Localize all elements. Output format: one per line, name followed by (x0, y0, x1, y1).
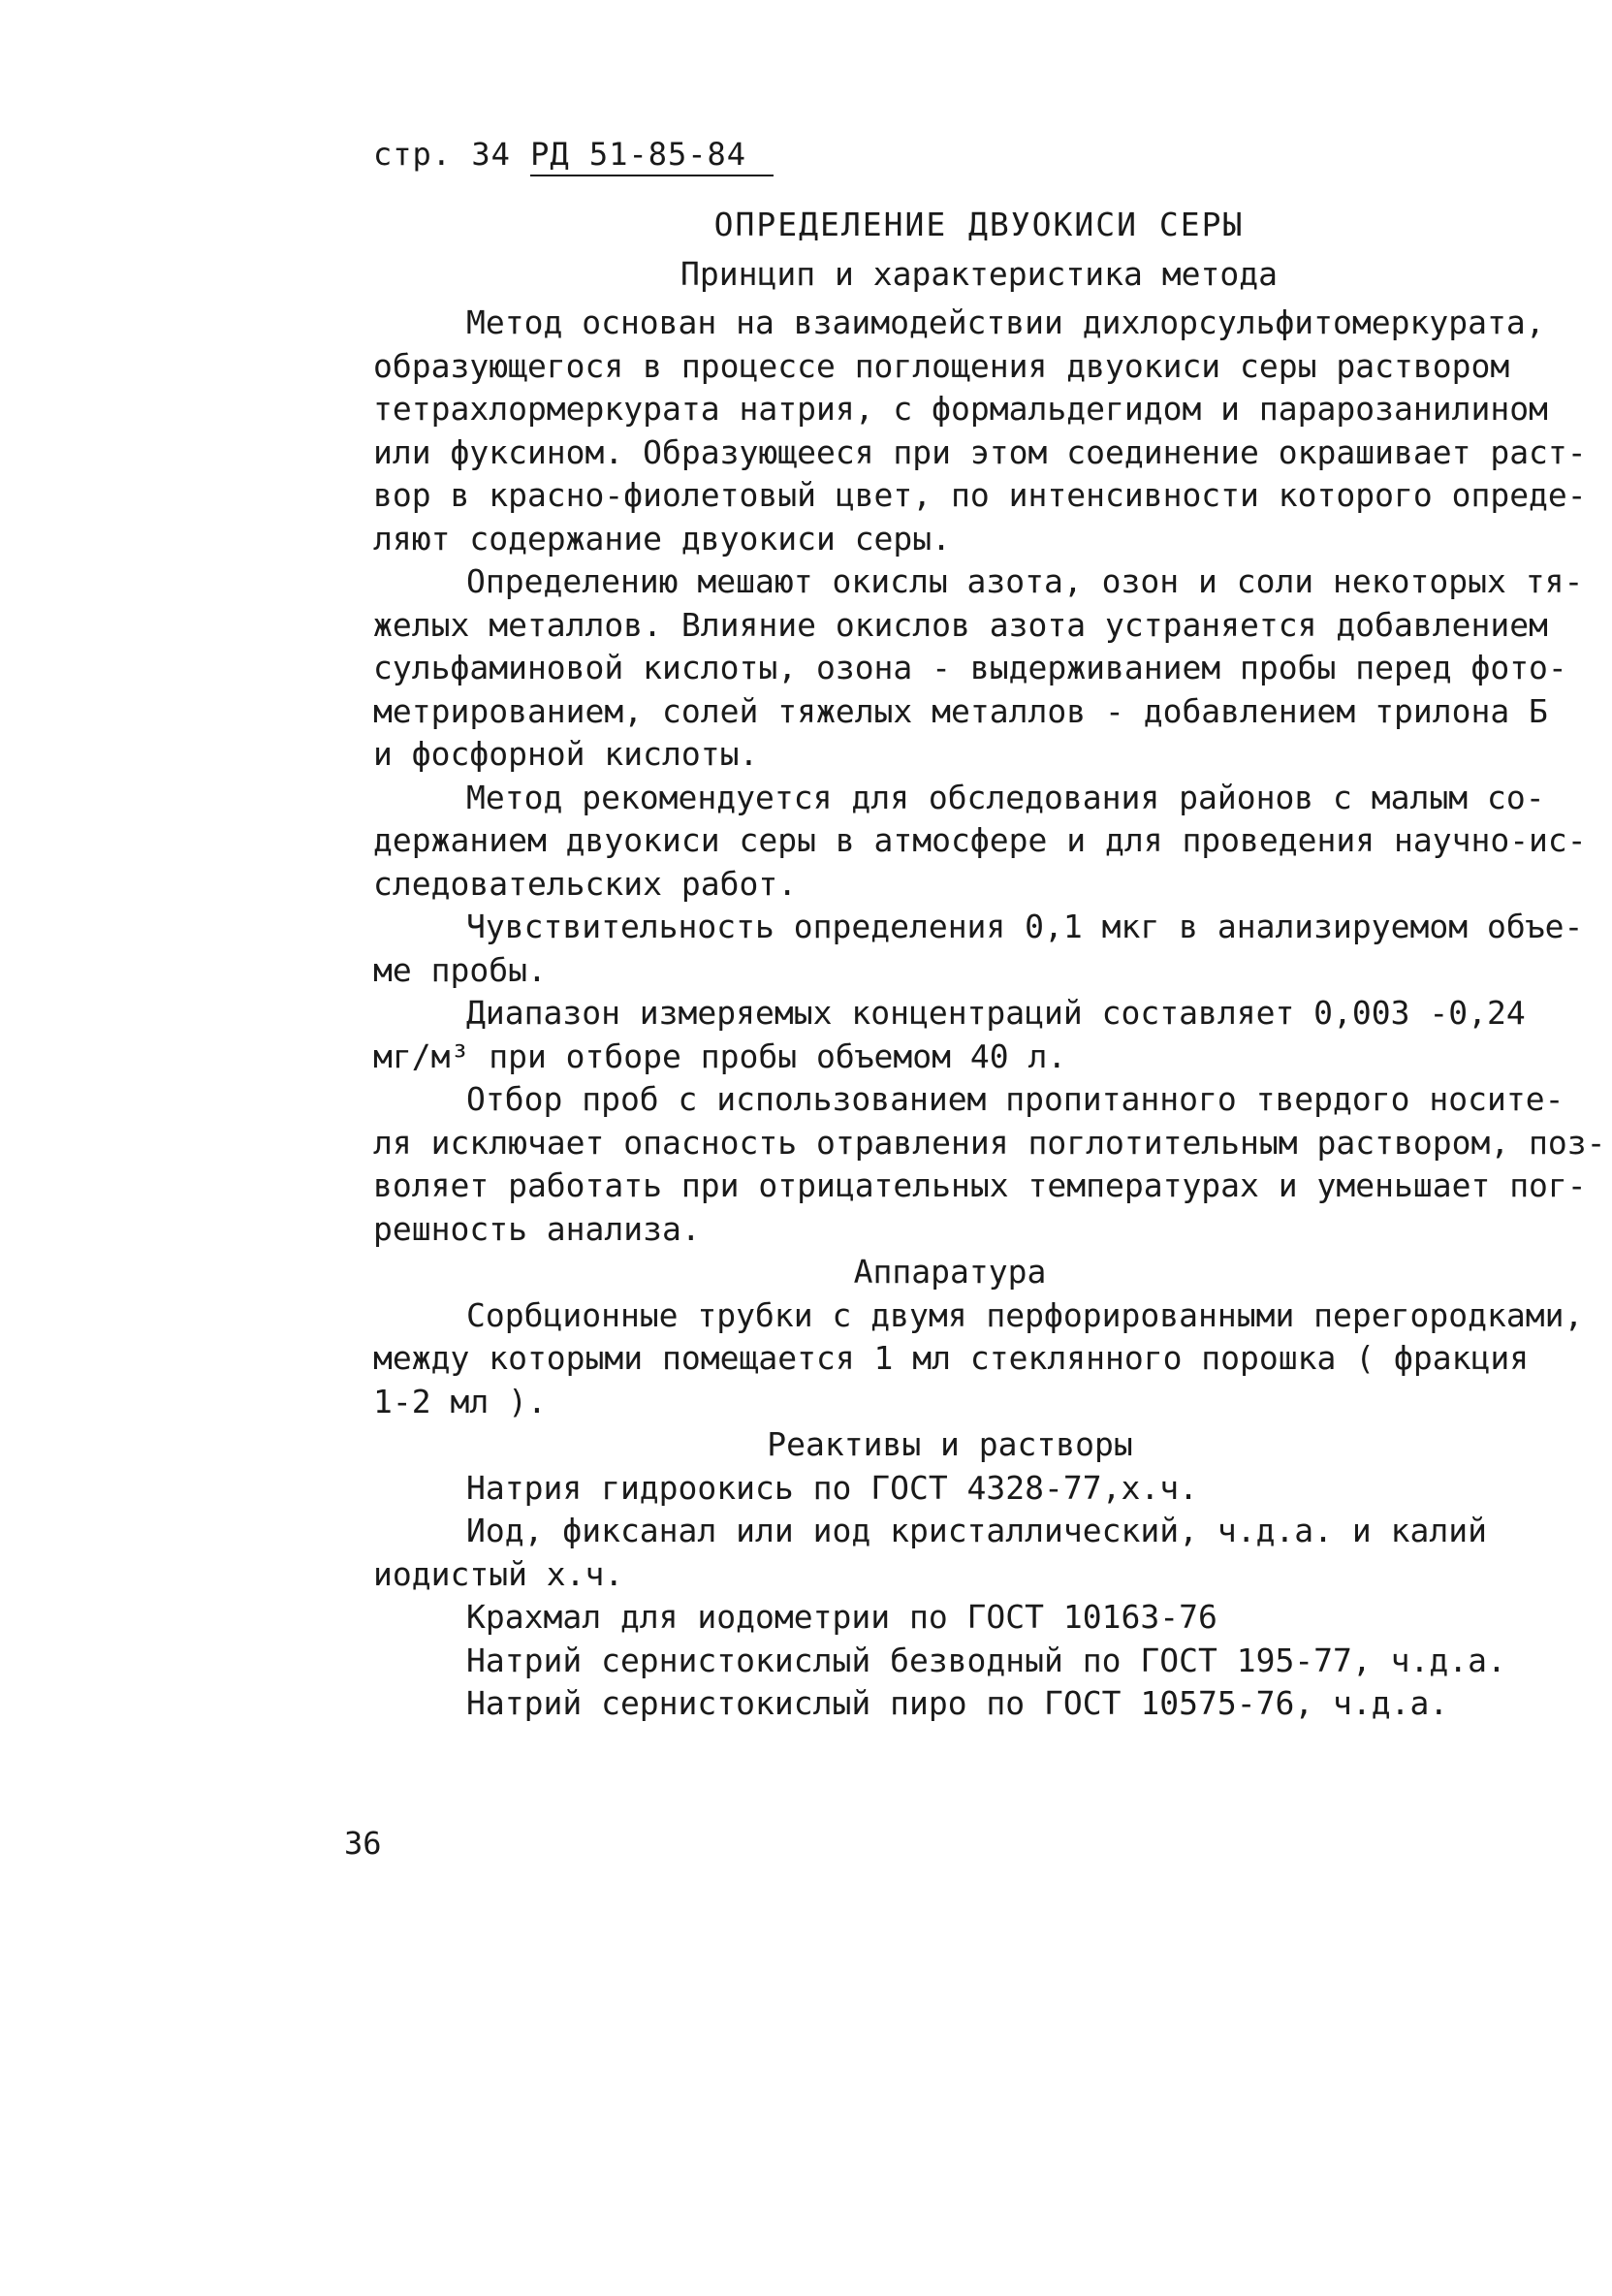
text-line: следовательских работ. (373, 864, 798, 903)
paragraph (373, 302, 1587, 560)
text-line: образующегося в процессе поглощения двуокиси серы раствором (373, 346, 1510, 385)
page-header (373, 136, 774, 176)
paragraph (373, 906, 1584, 992)
text-line: метрированием, солей тяжелых металлов - добавлением трилона Б (373, 691, 1548, 730)
reagent-item: Иод, фиксанал или иод кристаллический, ч.д.а. и калий (466, 1512, 1487, 1549)
paragraph (373, 1078, 1606, 1251)
text-line: желых металлов. Влияние окислов азота устраняется добавлением (373, 605, 1548, 644)
text-line: ляют содержание двуокиси серы. (373, 519, 952, 558)
document-code: РД 51-85-84 (530, 136, 774, 176)
document-body (373, 204, 1606, 1726)
text-line: Определению мешают окислы азота, озон и соли некоторых тя- (466, 562, 1584, 600)
text-line: между которыми помещается 1 мл стеклянного порошка ( фракция (373, 1339, 1530, 1377)
text-line: держанием двуокиси серы в атмосфере и для проведения научно-ис- (373, 821, 1587, 859)
paragraph (373, 560, 1584, 777)
text-line: сульфаминовой кислоты, озона - выдерживанием пробы перед фото- (373, 649, 1567, 686)
text-line: Диапазон измеряемых концентраций составляет 0,003 -0,24 (466, 994, 1526, 1032)
text-line: или фуксином. Образующееся при этом соединение окрашивает раст- (373, 432, 1587, 471)
text-line: и фосфорной кислоты. (373, 735, 759, 773)
section-heading-principle: Принцип и характеристика метода (680, 254, 1278, 293)
reagent-item: Натрия гидроокись по ГОСТ 4328-77,х.ч. (466, 1468, 1198, 1507)
page-reference: стр. 34 (373, 136, 511, 173)
text-line: Отбор проб с использованием пропитанного твердого носите- (466, 1080, 1565, 1118)
section-principle (373, 302, 1606, 1251)
text-line: Метод рекомендуется для обследования районов с малым со- (466, 778, 1545, 816)
text-line: тетрахлормеркурата натрия, с формальдегидом и парарозанилином (373, 390, 1548, 428)
reagent-item: Крахмал для иодометрии по ГОСТ 10163-76 (466, 1598, 1217, 1636)
section-reagents (373, 1467, 1527, 1726)
reagent-item: Натрий сернистокислый безводный по ГОСТ 195-77, ч.д.а. (466, 1641, 1506, 1679)
document-title: ОПРЕДЕЛЕНИЕ ДВУОКИСИ СЕРЫ (713, 206, 1245, 243)
text-line: Метод основан на взаимодействии дихлорсульфитомеркурата, (466, 303, 1545, 341)
paragraph (373, 992, 1527, 1078)
text-line: ме пробы. (373, 950, 547, 989)
text-line: мг/м³ при отборе пробы объемом 40 л. (373, 1036, 1067, 1075)
section-apparatus (373, 1294, 1584, 1424)
section-heading-reagents: Реактивы и растворы (767, 1425, 1133, 1463)
text-line: Сорбционные трубки с двумя перфорированными перегородками, (466, 1295, 1584, 1334)
reagent-item-continuation: иодистый х.ч. (373, 1554, 624, 1593)
reagent-item: Натрий сернистокислый пиро по ГОСТ 10575-76, ч.д.а. (466, 1684, 1449, 1722)
text-line: ля исключает опасность отравления поглотительным раствором, поз- (373, 1123, 1606, 1162)
text-line: вор в красно-фиолетовый цвет, по интенсивности которого опреде- (373, 476, 1587, 514)
paragraph (373, 777, 1587, 907)
text-line: Чувствительность определения 0,1 мкг в анализируемом объе- (466, 908, 1584, 945)
page-number: 36 (344, 1825, 382, 1862)
text-line: 1-2 мл ). (373, 1382, 547, 1420)
text-line: решность анализа. (373, 1209, 701, 1248)
text-line: воляет работать при отрицательных температурах и уменьшает пог- (373, 1166, 1587, 1204)
section-heading-apparatus: Аппаратура (853, 1253, 1047, 1291)
